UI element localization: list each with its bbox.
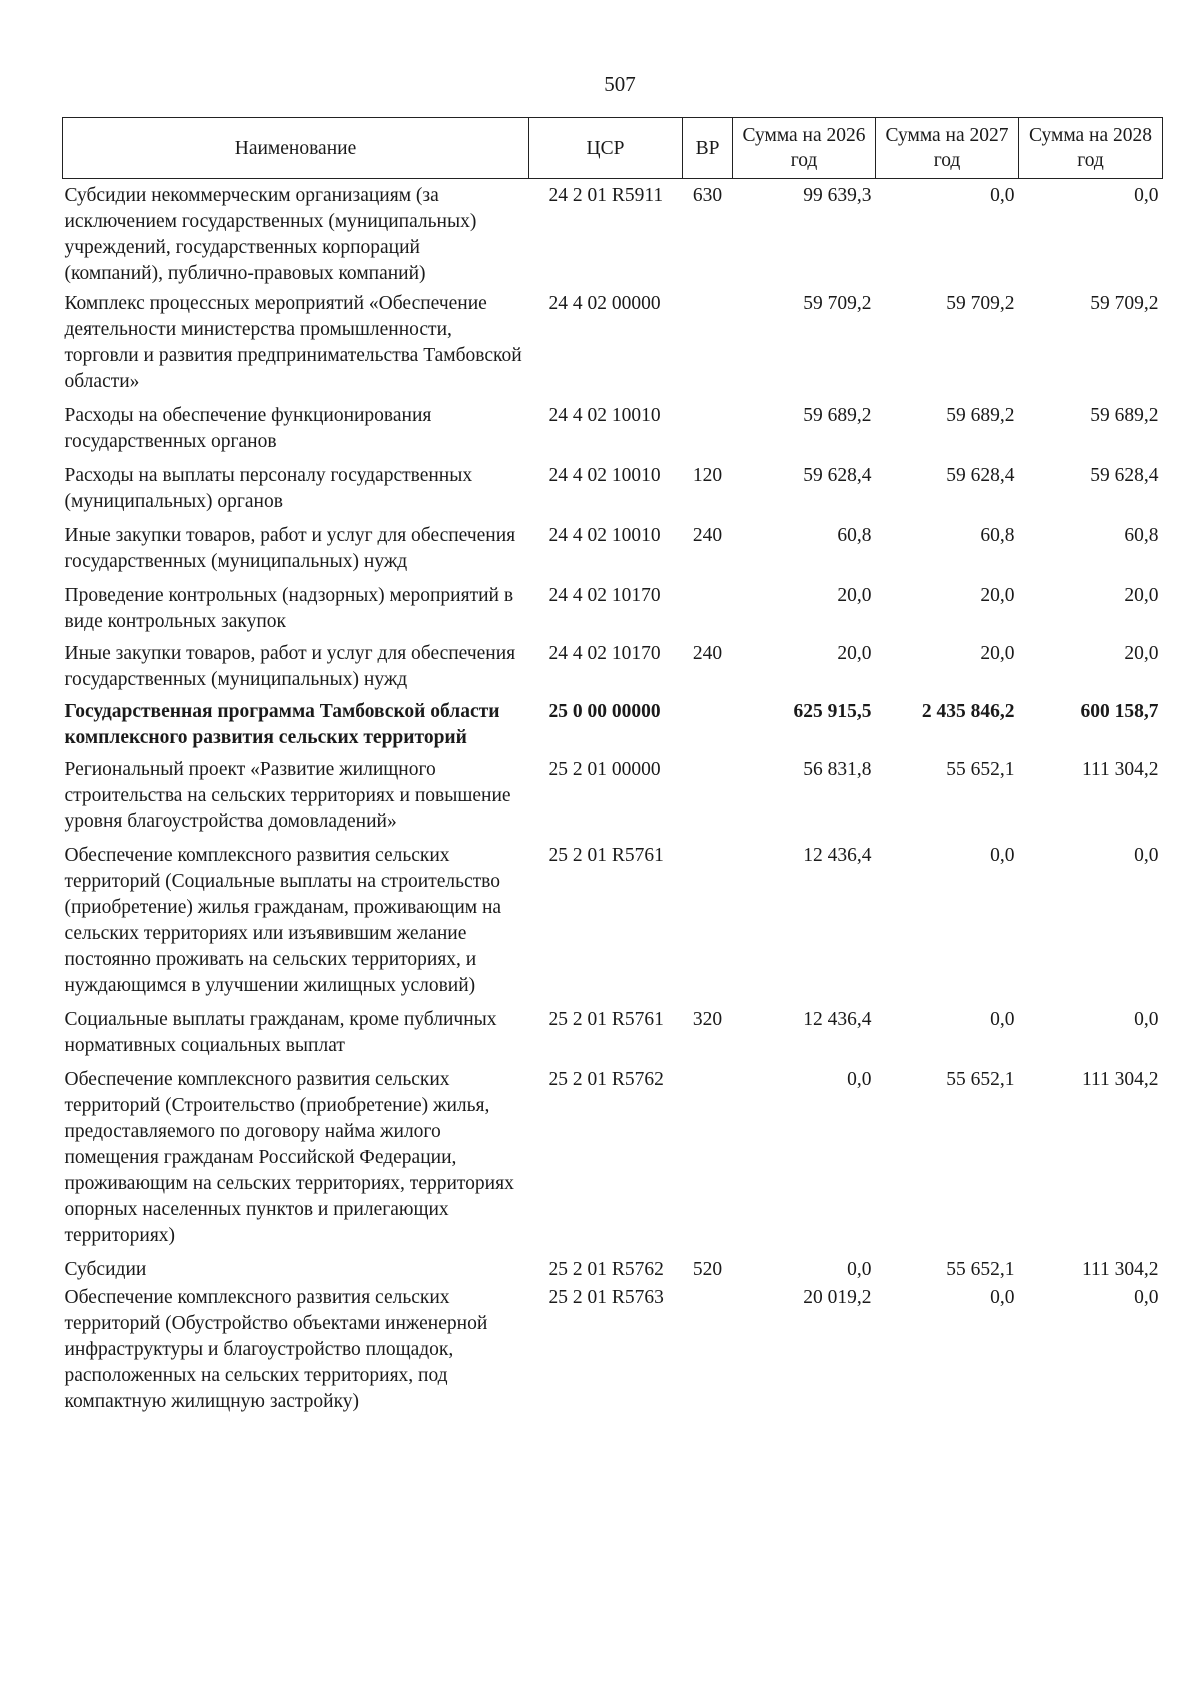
row-csr: 25 2 01 R5761 bbox=[548, 845, 664, 866]
row-vr: 630 bbox=[692, 185, 723, 206]
row-name: Субсидии bbox=[64, 1259, 147, 1280]
row-csr: 24 4 02 00000 bbox=[548, 293, 661, 314]
header-csr: ЦСР bbox=[529, 118, 683, 179]
table-row bbox=[63, 835, 1163, 999]
row-csr: 25 2 01 R5762 bbox=[548, 1069, 664, 1090]
row-sum-2027: 59 689,2 bbox=[946, 405, 1015, 426]
table-row bbox=[63, 999, 1163, 1059]
row-sum-2026: 59 709,2 bbox=[803, 293, 872, 314]
row-sum-2026: 625 915,5 bbox=[793, 701, 872, 722]
row-sum-2027: 0,0 bbox=[990, 845, 1015, 866]
row-sum-2027: 55 652,1 bbox=[946, 1259, 1015, 1280]
table-body bbox=[63, 179, 1163, 1416]
row-csr: 24 4 02 10010 bbox=[548, 525, 661, 546]
row-sum-2028: 59 628,4 bbox=[1090, 465, 1159, 486]
table-row bbox=[63, 693, 1163, 751]
row-sum-2028: 0,0 bbox=[1134, 845, 1159, 866]
header-sum-2027: Сумма на 2027 год bbox=[876, 118, 1019, 179]
row-vr bbox=[683, 287, 733, 395]
row-sum-2026: 99 639,3 bbox=[803, 185, 872, 206]
row-sum-2028: 0,0 bbox=[1134, 1009, 1159, 1030]
row-csr: 24 2 01 R5911 bbox=[548, 185, 664, 206]
row-sum-2028: 111 304,2 bbox=[1081, 1069, 1159, 1090]
row-vr bbox=[683, 1059, 733, 1249]
row-vr bbox=[683, 1283, 733, 1415]
table-row bbox=[63, 395, 1163, 455]
row-name: Иные закупки товаров, работ и услуг для обеспечения государственных (муниципальных) нужд bbox=[64, 525, 516, 572]
row-vr bbox=[683, 693, 733, 751]
row-sum-2026: 59 689,2 bbox=[803, 405, 872, 426]
row-vr bbox=[683, 395, 733, 455]
row-sum-2028: 111 304,2 bbox=[1081, 1259, 1159, 1280]
row-sum-2028: 600 158,7 bbox=[1080, 701, 1159, 722]
table-row bbox=[63, 635, 1163, 693]
row-name: Проведение контрольных (надзорных) мероприятий в виде контрольных закупок bbox=[64, 585, 514, 632]
row-sum-2027: 60,8 bbox=[980, 525, 1015, 546]
row-vr: 120 bbox=[692, 465, 723, 486]
row-vr: 240 bbox=[692, 643, 723, 664]
row-sum-2026: 20,0 bbox=[837, 585, 872, 606]
row-sum-2027: 0,0 bbox=[990, 1009, 1015, 1030]
table-row bbox=[63, 751, 1163, 835]
row-name: Обеспечение комплексного развития сельских территорий (Строительство (приобретение) жилья, предоставляемого по договору найма жилого помещения гражданам Российской Федерации, проживающим на сельских территориях, территориях опорных населенных пунктов и прилегающих территориях) bbox=[64, 1069, 514, 1246]
row-sum-2028: 20,0 bbox=[1124, 585, 1159, 606]
table-row bbox=[63, 575, 1163, 635]
row-sum-2026: 12 436,4 bbox=[803, 845, 872, 866]
row-sum-2027: 0,0 bbox=[990, 1287, 1015, 1308]
row-name: Государственная программа Тамбовской области комплексного развития сельских территорий bbox=[64, 701, 500, 748]
table-row bbox=[63, 1249, 1163, 1283]
row-sum-2026: 60,8 bbox=[837, 525, 872, 546]
row-sum-2027: 59 709,2 bbox=[946, 293, 1015, 314]
row-sum-2026: 20 019,2 bbox=[803, 1287, 872, 1308]
row-sum-2027: 20,0 bbox=[980, 643, 1015, 664]
row-csr: 24 4 02 10170 bbox=[548, 585, 661, 606]
header-name: Наименование bbox=[63, 118, 529, 179]
row-csr: 24 4 02 10010 bbox=[548, 405, 661, 426]
row-sum-2028: 20,0 bbox=[1124, 643, 1159, 664]
row-sum-2027: 59 628,4 bbox=[946, 465, 1015, 486]
table-header-row bbox=[63, 118, 1163, 179]
row-sum-2028: 60,8 bbox=[1124, 525, 1159, 546]
row-sum-2026: 12 436,4 bbox=[803, 1009, 872, 1030]
table-row bbox=[63, 287, 1163, 395]
row-csr: 25 2 01 R5763 bbox=[548, 1287, 664, 1308]
row-sum-2027: 0,0 bbox=[990, 185, 1015, 206]
table-row bbox=[63, 515, 1163, 575]
row-vr bbox=[683, 835, 733, 999]
row-vr: 520 bbox=[692, 1259, 723, 1280]
row-sum-2027: 55 652,1 bbox=[946, 759, 1015, 780]
row-sum-2028: 59 689,2 bbox=[1090, 405, 1159, 426]
row-csr: 25 0 00 00000 bbox=[548, 701, 661, 722]
header-vr: ВР bbox=[683, 118, 733, 179]
row-vr bbox=[683, 751, 733, 835]
row-name: Социальные выплаты гражданам, кроме публичных нормативных социальных выплат bbox=[64, 1009, 497, 1056]
row-vr: 320 bbox=[692, 1009, 723, 1030]
row-sum-2027: 55 652,1 bbox=[946, 1069, 1015, 1090]
row-name: Расходы на обеспечение функционирования государственных органов bbox=[64, 405, 432, 452]
row-sum-2028: 111 304,2 bbox=[1081, 759, 1159, 780]
row-sum-2026: 20,0 bbox=[837, 643, 872, 664]
row-name: Обеспечение комплексного развития сельских территорий (Обустройство объектами инженерной инфраструктуры и благоустройство площадок, расположенных на сельских территориях, под компактную жилищную застройку) bbox=[64, 1287, 488, 1412]
row-sum-2026: 0,0 bbox=[847, 1259, 872, 1280]
header-sum-2028: Сумма на 2028 год bbox=[1019, 118, 1163, 179]
row-sum-2028: 0,0 bbox=[1134, 1287, 1159, 1308]
table-row bbox=[63, 455, 1163, 515]
row-sum-2027: 20,0 bbox=[980, 585, 1015, 606]
row-name: Комплекс процессных мероприятий «Обеспечение деятельности министерства промышленности, торговли и развития предпринимательства Тамбовской области» bbox=[64, 293, 522, 392]
row-name: Иные закупки товаров, работ и услуг для обеспечения государственных (муниципальных) нужд bbox=[64, 643, 516, 690]
row-sum-2028: 0,0 bbox=[1134, 185, 1159, 206]
table-row bbox=[63, 1283, 1163, 1415]
row-csr: 25 2 01 00000 bbox=[548, 759, 661, 780]
row-sum-2026: 0,0 bbox=[847, 1069, 872, 1090]
row-sum-2026: 56 831,8 bbox=[803, 759, 872, 780]
row-sum-2027: 2 435 846,2 bbox=[921, 701, 1015, 722]
row-name: Субсидии некоммерческим организациям (за исключением государственных (муниципальных) учреждений, государственных корпораций (компаний), публично-правовых компаний) bbox=[64, 185, 477, 284]
row-csr: 24 4 02 10010 bbox=[548, 465, 661, 486]
row-vr: 240 bbox=[692, 525, 723, 546]
header-sum-2026: Сумма на 2026 год bbox=[733, 118, 876, 179]
row-name: Расходы на выплаты персоналу государственных (муниципальных) органов bbox=[64, 465, 473, 512]
row-csr: 25 2 01 R5761 bbox=[548, 1009, 664, 1030]
table-row bbox=[63, 179, 1163, 288]
table-row bbox=[63, 1059, 1163, 1249]
budget-table bbox=[62, 117, 1163, 1415]
page-number: 507 bbox=[604, 72, 636, 96]
row-name: Региональный проект «Развитие жилищного строительства на сельских территориях и повышение уровня благоустройства домовладений» bbox=[64, 759, 511, 832]
row-sum-2028: 59 709,2 bbox=[1090, 293, 1159, 314]
row-sum-2026: 59 628,4 bbox=[803, 465, 872, 486]
row-csr: 25 2 01 R5762 bbox=[548, 1259, 664, 1280]
row-name: Обеспечение комплексного развития сельских территорий (Социальные выплаты на строительство (приобретение) жилья гражданам, проживающим на сельских территориях или изъявившим желание постоянно проживать на сельских территориях, и нуждающимся в улучшении жилищных условий) bbox=[64, 845, 502, 996]
row-vr bbox=[683, 575, 733, 635]
row-csr: 24 4 02 10170 bbox=[548, 643, 661, 664]
